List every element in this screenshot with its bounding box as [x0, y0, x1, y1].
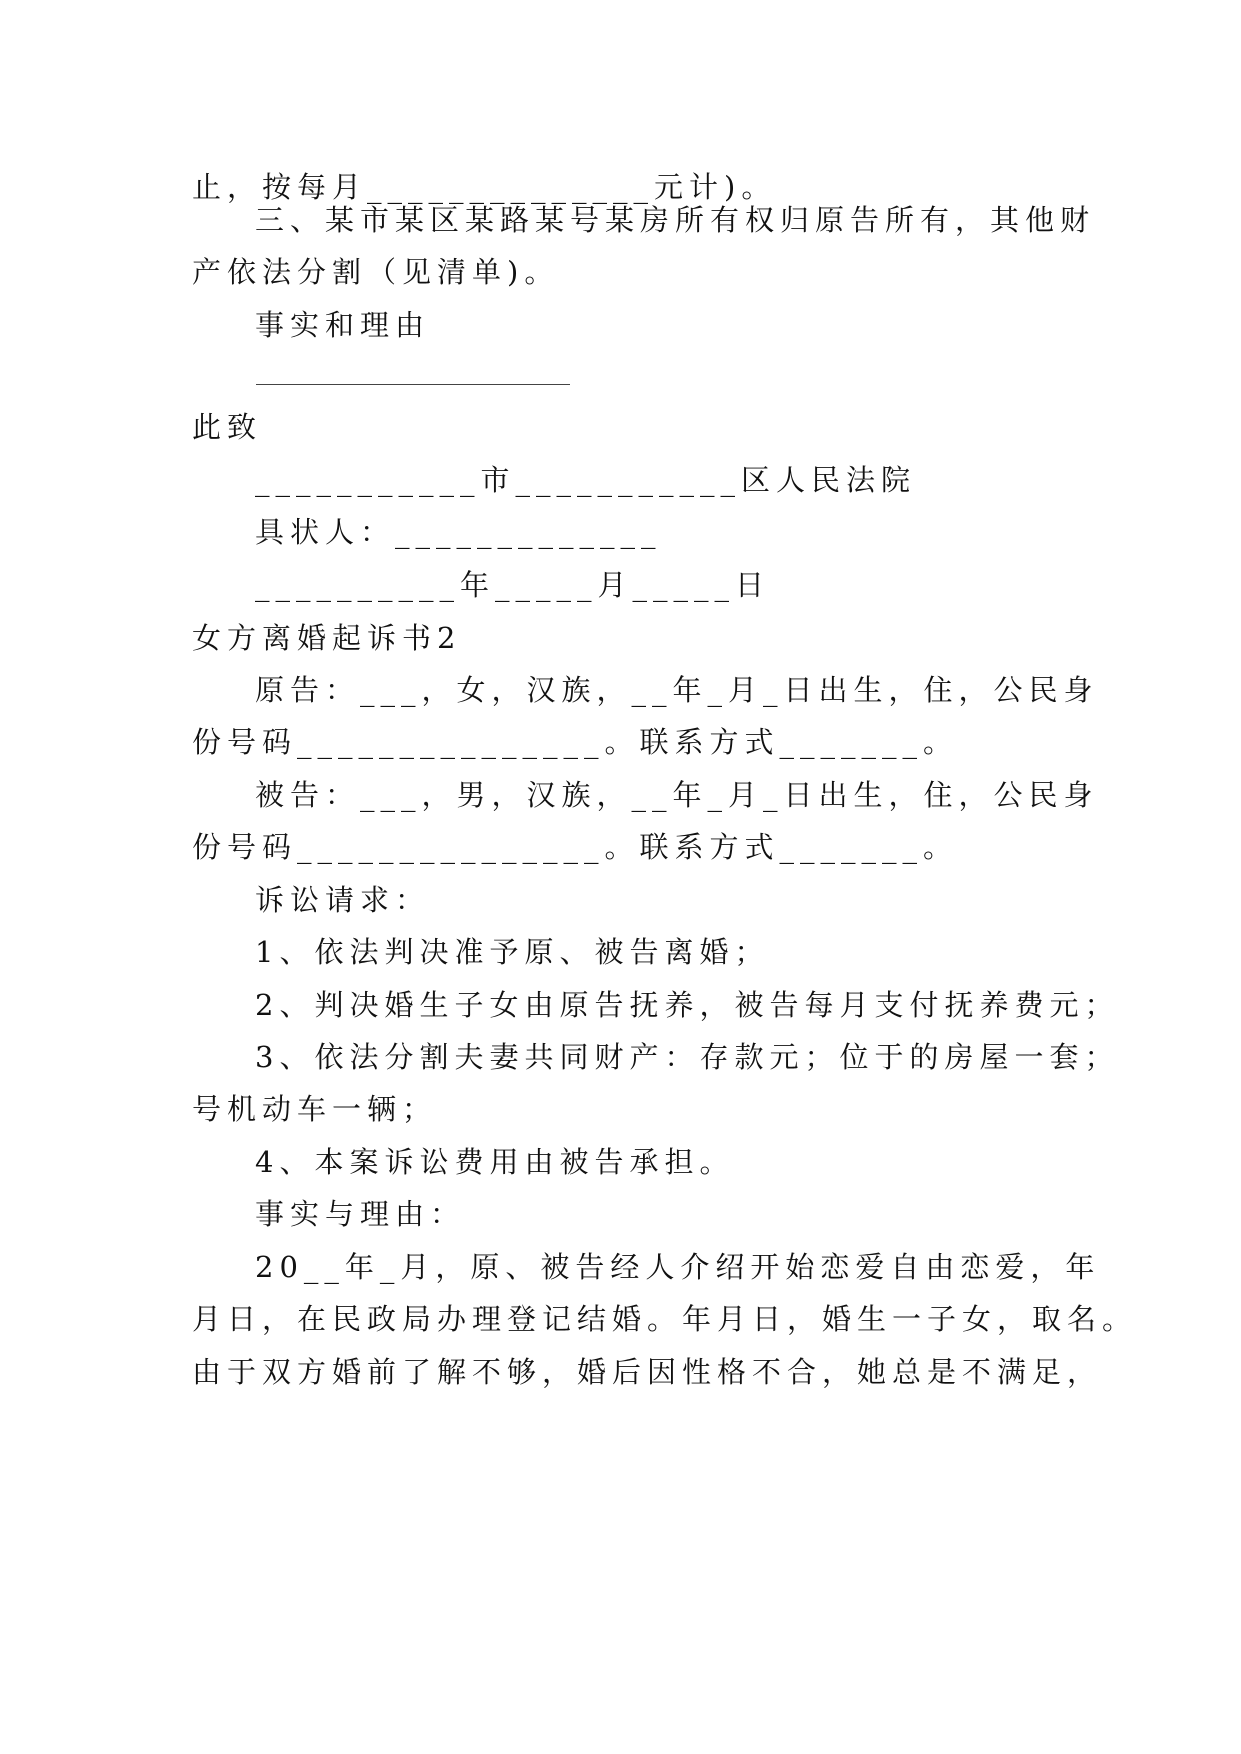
- facts-paragraph-line-3: 由于双方婚前了解不够，婚后因性格不合，她总是不满足，: [192, 1355, 1103, 1389]
- section-heading-facts-reasons: 事实与理由：: [255, 1197, 466, 1231]
- closing-salutation: 此致: [192, 410, 263, 444]
- signatory-line: 具状人：_____________: [255, 515, 662, 549]
- text-line-1: 止，按每月______________元计)。: [192, 170, 777, 204]
- date-line: __________年_____月_____日: [255, 568, 771, 602]
- claim-item-2: 2、判决婚生子女由原告抚养，被告每月支付抚养费元；: [255, 988, 1120, 1022]
- defendant-line: 被告：___，男，汉族，__年_月_日出生，住，公民身: [255, 778, 1099, 812]
- text-line-2: 三、某市某区某路某号某房所有权归原告所有，其他财: [255, 203, 1096, 237]
- plaintiff-line: 原告：___，女，汉族，__年_月_日出生，住，公民身: [255, 673, 1099, 707]
- facts-paragraph-line-2: 月日，在民政局办理登记结婚。年月日，婚生一子女，取名。: [192, 1302, 1138, 1336]
- claim-item-4: 4、本案诉讼费用由被告承担。: [255, 1145, 735, 1179]
- section-heading-claims: 诉讼请求：: [255, 883, 431, 917]
- section-heading-facts: 事实和理由: [255, 308, 431, 342]
- claim-item-3-cont: 号机动车一辆；: [192, 1092, 438, 1126]
- plaintiff-id-line: 份号码_______________。联系方式_______。: [192, 725, 959, 759]
- text-line-3: 产依法分割（见清单)。: [192, 255, 560, 289]
- document-title: 女方离婚起诉书2: [192, 621, 462, 655]
- facts-paragraph-line-1: 20__年_月，原、被告经人介绍开始恋爱自由恋爱，年: [255, 1250, 1101, 1284]
- defendant-id-line: 份号码_______________。联系方式_______。: [192, 830, 959, 864]
- court-address-line: ___________市___________区人民法院: [255, 463, 917, 497]
- claim-item-3: 3、依法分割夫妻共同财产：存款元；位于的房屋一套；: [255, 1040, 1120, 1074]
- claim-item-1: 1、依法判决准予原、被告离婚；: [255, 935, 770, 969]
- blank-rule: [256, 384, 570, 385]
